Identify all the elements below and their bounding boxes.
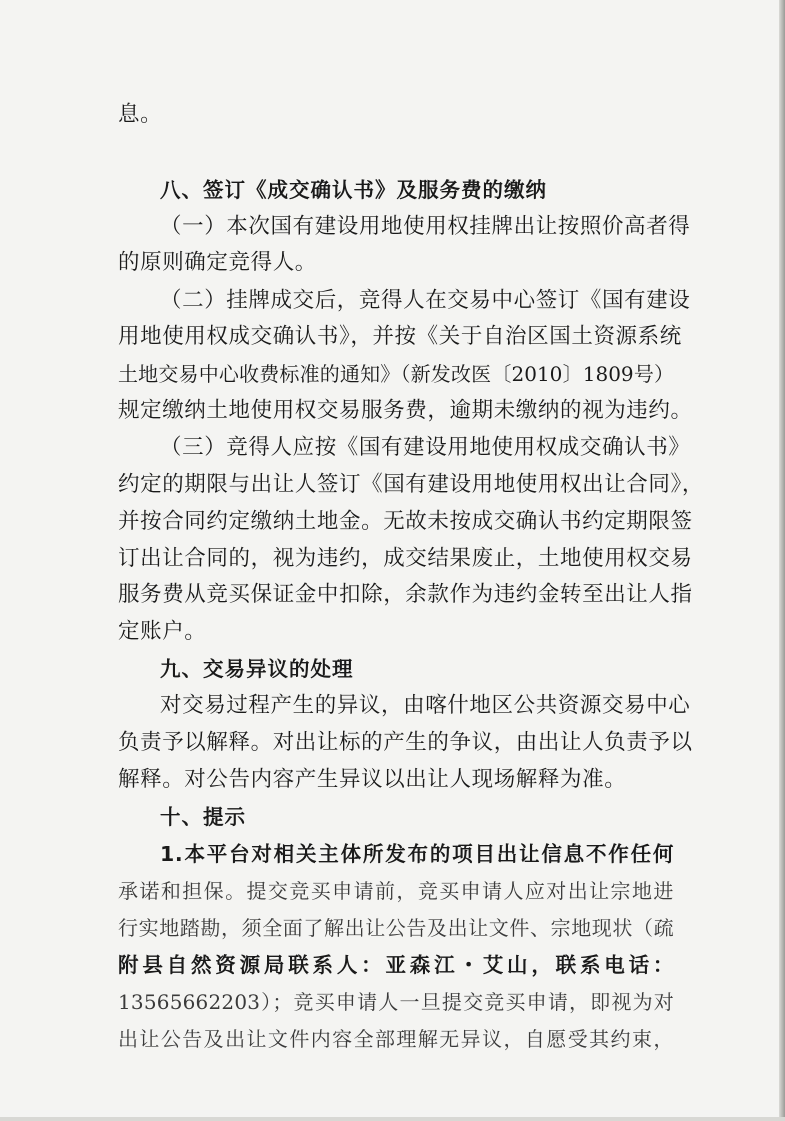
text-line: （二）挂牌成交后，竞得人在交易中心签订《国有建设 <box>160 288 691 313</box>
text-line: 对交易过程产生的异议，由喀什地区公共资源交易中心 <box>160 693 691 718</box>
text-line: 定账户。 <box>118 619 207 644</box>
text-line: 订出让合同的，视为违约，成交结果废止，土地使用权交易 <box>118 546 693 571</box>
text-line: 负责予以解释。对出让标的产生的争议，由出让人负责予以 <box>118 730 693 755</box>
text-line: 附县自然资源局联系人：亚森江・艾山，联系电话： <box>118 953 674 977</box>
text-line: 规定缴纳土地使用权交易服务费，逾期未缴纳的视为违约。 <box>118 398 693 423</box>
section-heading-8: 八、签订《成交确认书》及服务费的缴纳 <box>160 178 547 202</box>
page-edge-shadow <box>779 0 785 1121</box>
section-heading-9: 九、交易异议的处理 <box>160 657 354 681</box>
text-line: （一）本次国有建设用地使用权挂牌出让按照价高者得 <box>160 214 691 239</box>
text-line: （三）竞得人应按《国有建设用地使用权成交确认书》 <box>160 435 691 460</box>
text-line: 行实地踏勘，须全面了解出让公告及出让文件、宗地现状（疏 <box>118 916 675 940</box>
text-line: 解释。对公告内容产生异议以出让人现场解释为准。 <box>118 767 627 792</box>
page-bottom-edge <box>0 1117 785 1121</box>
text-line: 并按合同约定缴纳土地金。无故未按成交确认书约定期限签 <box>118 509 693 534</box>
text-line: 息。 <box>118 102 163 127</box>
section-heading-10: 十、提示 <box>160 805 246 829</box>
text-line: 承诺和担保。提交竞买申请前，竞买申请人应对出让宗地进 <box>118 879 674 903</box>
text-line: 1.本平台对相关主体所发布的项目出让信息不作任何 <box>160 842 674 866</box>
text-line: 土地交易中心收费标准的通知》（新发改医〔2010〕1809号） <box>118 362 674 386</box>
text-line: 出让公告及出让文件内容全部理解无异议，自愿受其约束， <box>118 1027 674 1051</box>
text-line: 用地使用权成交确认书》，并按《关于自治区国土资源系统 <box>118 324 682 349</box>
text-line: 13565662203）；竞买申请人一旦提交竞买申请，即视为对 <box>118 990 674 1014</box>
text-line: 服务费从竞买保证金中扣除，余款作为违约金转至出让人指 <box>118 582 693 607</box>
text-line: 约定的期限与出让人签订《国有建设用地使用权出让合同》， <box>118 472 704 497</box>
text-line: 的原则确定竞得人。 <box>118 250 317 275</box>
